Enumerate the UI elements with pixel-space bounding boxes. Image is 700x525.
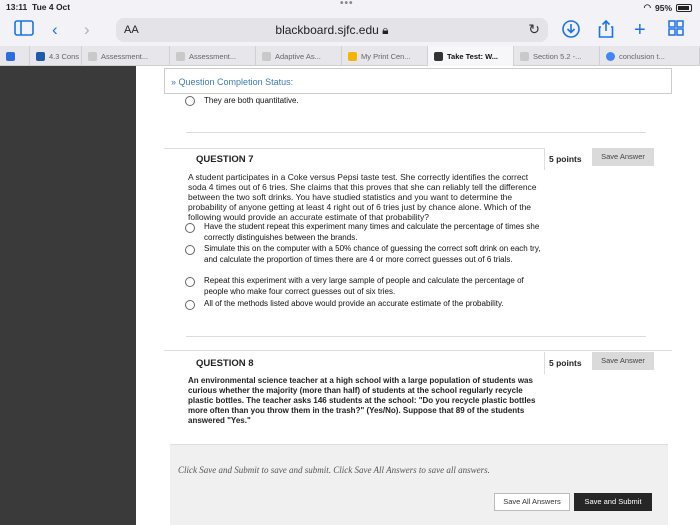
question-8-save-answer-button[interactable]: Save Answer	[592, 352, 654, 370]
tab-favicon	[262, 52, 271, 61]
text-size-button[interactable]: AA	[124, 24, 139, 36]
address-bar[interactable]	[116, 18, 548, 42]
battery-icon	[676, 4, 692, 12]
divider	[186, 336, 646, 337]
status-right	[644, 2, 692, 13]
question-8-text: An environmental science teacher at a high school with a large population of students was curious whether the majority (more than half) of students at the school regularly recycle plastic bottles. The teacher asks 146 students at the school: "Do you recycle plastic bottles more often than you throw them in the trash?" (Yes/No). Suppose that 89 of the students answered "Yes."	[188, 376, 536, 425]
tab-5-active[interactable]: Take Test: W...	[428, 46, 514, 66]
url-text: blackboard.sjfc.edu 🔒︎	[275, 23, 389, 37]
status-time: 13:11 Tue 4 Oct	[6, 2, 71, 12]
lock-icon: 🔒︎	[382, 23, 389, 37]
reload-icon[interactable]: ↻	[528, 21, 540, 37]
save-all-answers-button[interactable]: Save All Answers	[494, 493, 570, 511]
battery-percent: 95%	[654, 2, 672, 13]
submit-instructions: Click Save and Submit to save and submit. Click Save All Answers to save all answers.	[178, 465, 490, 475]
prev-option-label: They are both quantitative.	[204, 96, 299, 105]
left-side-panel	[0, 66, 136, 525]
divider	[164, 148, 544, 149]
q7-option-4-label: All of the methods listed above would provide an accurate estimate of the probability.	[204, 299, 504, 308]
tab-favicon	[434, 52, 443, 61]
tab-0[interactable]: 4.3 Cons	[30, 46, 82, 66]
radio-q7-option-4[interactable]	[185, 300, 195, 310]
question-7-save-answer-button[interactable]: Save Answer	[592, 148, 654, 166]
tab-7[interactable]: conclusion t...	[600, 46, 700, 66]
submit-footer	[170, 444, 668, 525]
question-8-header	[164, 352, 672, 376]
tab-favicon	[36, 52, 45, 61]
tab-favicon	[6, 52, 15, 61]
question-8-title: QUESTION 8	[196, 358, 254, 369]
q7-option-2-label: Simulate this on the computer with a 50% chance of guessing the correct soft drink on each try, and calculate the proportion of times there are 4 or more correct guesses out of 6 trials.	[204, 244, 541, 264]
radio-prev-option[interactable]	[185, 96, 195, 106]
content-right-gutter	[672, 66, 700, 525]
question-7-header	[164, 148, 672, 172]
share-icon[interactable]	[598, 20, 614, 43]
q7-option-1-label: Have the student repeat this experiment many times and calculate the percentage of times she correctly distinguishes between the brands.	[204, 222, 540, 242]
tab-overview-icon[interactable]	[668, 20, 684, 41]
tab-bar	[0, 46, 700, 66]
question-7-title: QUESTION 7	[196, 154, 254, 165]
content-gutter	[136, 66, 158, 525]
tab-favicon	[520, 52, 529, 61]
tab-favicon	[606, 52, 615, 61]
q7-option-3-label: Repeat this experiment with a very large sample of people and calculate the percentage of people who make four correct guesses out of six tries.	[204, 276, 524, 296]
forward-icon[interactable]: ›	[84, 20, 90, 39]
question-8-points: 5 points	[544, 352, 588, 374]
wifi-icon: ◠	[643, 2, 651, 12]
chevron-down-icon: »	[171, 77, 177, 87]
radio-q7-option-2[interactable]	[185, 245, 195, 255]
multitask-dots-icon[interactable]: •••	[340, 0, 354, 9]
save-and-submit-button[interactable]: Save and Submit	[574, 493, 652, 511]
tab-favicon	[348, 52, 357, 61]
status-bar	[0, 0, 700, 14]
divider	[164, 350, 672, 351]
new-tab-icon[interactable]: +	[634, 19, 646, 41]
download-icon[interactable]	[562, 20, 580, 43]
tab-favicon	[88, 52, 97, 61]
question-7-text: A student participates in a Coke versus Pepsi taste test. She correctly identifies the correct soda 4 times out of 6 tries. She claims that this proves that she can reliably tell the difference between the two soft drinks. You have studied statistics and you want to determine the probability of anyone getting at least 4 right out of 6 tries just by chance alone. Which of the following would provide an accurate estimate of that probability?	[188, 172, 537, 222]
back-icon[interactable]: ‹	[52, 20, 58, 39]
test-content	[158, 66, 672, 525]
divider	[186, 132, 646, 133]
question-completion-status[interactable]: » Question Completion Status:	[164, 68, 672, 94]
tab-pinned[interactable]	[0, 46, 30, 66]
tab-4[interactable]: My Print Cen...	[342, 46, 428, 66]
tab-3[interactable]: Adaptive As...	[256, 46, 342, 66]
browser-toolbar	[0, 14, 700, 46]
question-7-points: 5 points	[544, 148, 588, 170]
tab-1[interactable]: Assessment...	[82, 46, 170, 66]
sidebar-icon[interactable]	[14, 20, 34, 41]
tab-6[interactable]: Section 5.2 -...	[514, 46, 600, 66]
tab-favicon	[176, 52, 185, 61]
radio-q7-option-3[interactable]	[185, 277, 195, 287]
tab-2[interactable]: Assessment...	[170, 46, 256, 66]
radio-q7-option-1[interactable]	[185, 223, 195, 233]
